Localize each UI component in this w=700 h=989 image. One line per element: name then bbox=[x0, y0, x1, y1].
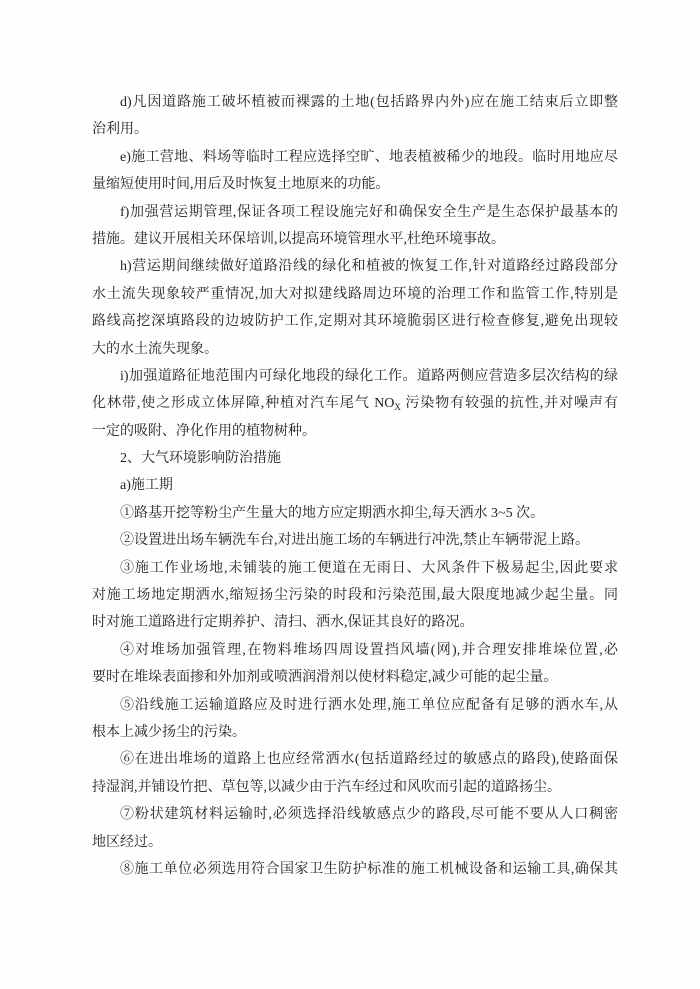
nox-subscript: X bbox=[394, 402, 401, 413]
item-4-line-2: 要时在堆垛表面掺和外加剂或喷洒润滑剂以使材料稳定,减少可能的起尘量。 bbox=[92, 670, 558, 686]
section-2-heading: 2、大气环境影响防治措施 bbox=[120, 451, 281, 467]
item-7-line-2: 地区经过。 bbox=[92, 834, 162, 850]
para-d-line-1: d)凡因道路施工破坏植被而裸露的土地(包括路界内外)应在施工结束后立即整 bbox=[120, 95, 618, 110]
para-e-line-1: e)施工营地、料场等临时工程应选择空旷、地表植被稀少的地段。临时用地应尽 bbox=[120, 149, 618, 165]
item-1-line-1: ①路基开挖等粉尘产生量大的地方应定期洒水抑尘,每天洒水 3~5 次。 bbox=[120, 505, 545, 521]
subsection-a-heading: a)施工期 bbox=[120, 478, 173, 494]
item-5-line-2: 根本上减少扬尘的污染。 bbox=[92, 724, 246, 740]
para-i-line-3: 一定的吸附、净化作用的植物树种。 bbox=[92, 423, 316, 439]
item-3-line-3: 时对施工道路进行定期养护、清扫、洒水,保证其良好的路况。 bbox=[92, 615, 474, 631]
para-i-line-2-post: 污染物有较强的抗性,并对噪声有 bbox=[400, 396, 618, 412]
para-d-line-2: 治利用。 bbox=[92, 122, 148, 138]
item-5-line-1: ⑤沿线施工运输道路应及时进行洒水处理,施工单位应配备有足够的洒水车,从 bbox=[120, 697, 618, 713]
para-i-line-2-pre: 化林带,使之形成立体屏障,种植对汽车尾气 NO bbox=[92, 396, 395, 412]
para-h-line-2: 水土流失现象较严重情况,加大对拟建线路周边环境的治理工作和监管工作,特别是 bbox=[92, 286, 618, 302]
para-h-line-3: 路线高挖深填路段的边坡防护工作,定期对其环境脆弱区进行检查修复,避免出现较 bbox=[92, 314, 618, 330]
item-7-line-1: ⑦粉状建筑材料运输时,必须选择沿线敏感点少的路段,尽可能不要从人口稠密 bbox=[120, 807, 618, 823]
item-3-line-2: 对施工场地定期洒水,缩短扬尘污染的时段和污染范围,最大限度地减少起尘量。同 bbox=[92, 588, 618, 604]
item-6-line-1: ⑥在进出堆场的道路上也应经常洒水(包括道路经过的敏感点的路段),使路面保 bbox=[120, 752, 618, 768]
item-4-line-1: ④对堆场加强管理,在物料堆场四周设置挡风墙(网),并合理安排堆垛位置,必 bbox=[120, 642, 618, 658]
para-f-line-2: 措施。建议开展相关环保培训,以提高环境管理水平,杜绝环境事故。 bbox=[92, 231, 505, 247]
text-block bbox=[92, 89, 618, 883]
para-h-line-4: 大的水土流失现象。 bbox=[92, 341, 218, 357]
item-8-line-1: ⑧施工单位必须选用符合国家卫生防护标准的施工机械设备和运输工具,确保其 bbox=[120, 861, 618, 877]
para-e-line-2: 量缩短使用时间,用后及时恢复土地原来的功能。 bbox=[92, 177, 390, 193]
para-f-line-1: f)加强营运期管理,保证各项工程设施完好和确保安全生产是生态保护最基本的 bbox=[120, 204, 618, 220]
para-i-line-1: i)加强道路征地范围内可绿化地段的绿化工作。道路两侧应营造多层次结构的绿 bbox=[120, 368, 618, 384]
item-3-line-1: ③施工作业场地,未铺装的施工便道在无雨日、大风条件下极易起尘,因此要求 bbox=[120, 560, 618, 576]
item-2-line-1: ②设置进出场车辆洗车台,对进出施工场的车辆进行冲洗,禁止车辆带泥上路。 bbox=[120, 533, 589, 549]
para-i-line-2 bbox=[92, 390, 618, 417]
item-6-line-2: 持湿润,并铺设竹把、草包等,以减少由于汽车经过和风吹而引起的道路扬尘。 bbox=[92, 779, 561, 795]
para-h-line-1: h)营运期间继续做好道路沿线的绿化和植被的恢复工作,针对道路经过路段部分 bbox=[120, 259, 618, 275]
